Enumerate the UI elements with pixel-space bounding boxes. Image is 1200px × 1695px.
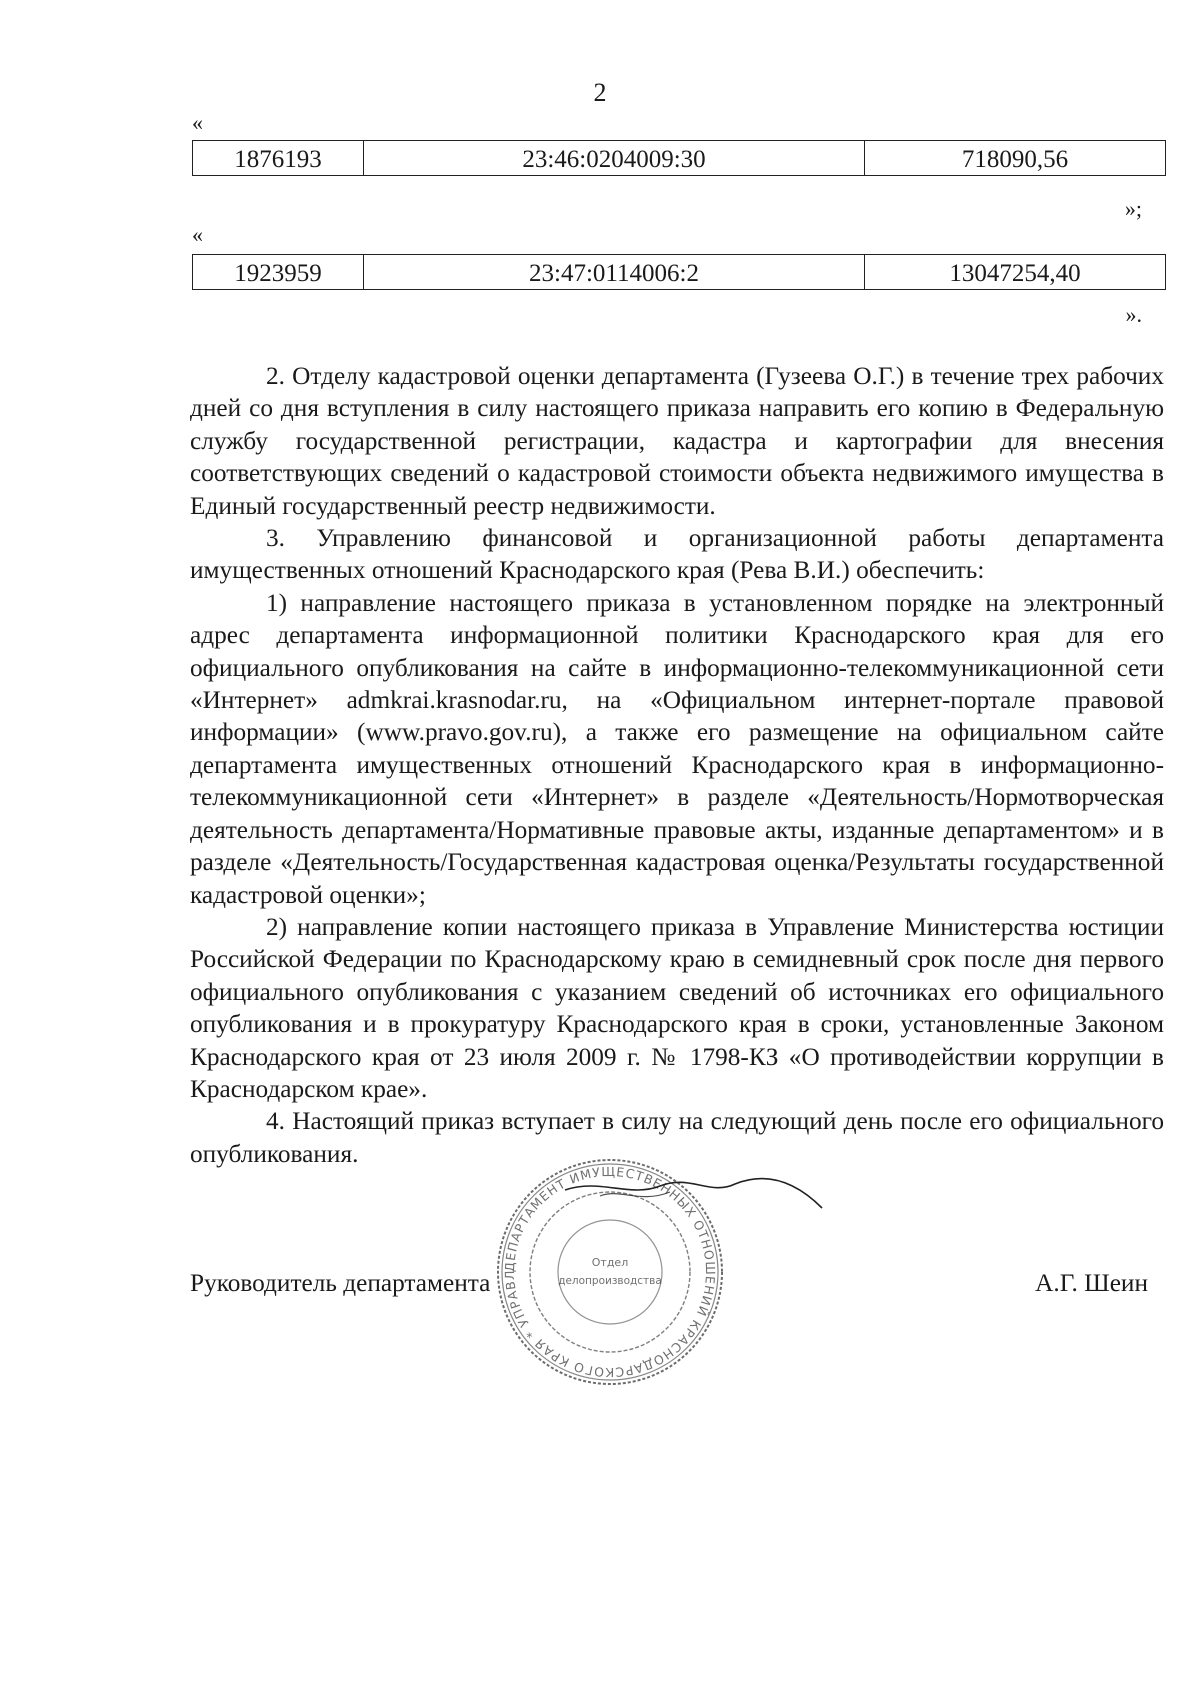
table-1-open-quote: « bbox=[192, 110, 203, 135]
paragraph-3-item-2: 2) направление копии настоящего приказа в Управление Министерства юстиции Российской Федерации по Краснодарскому краю в семидневный срок после дня первого официального опубликования с указанием сведений об источниках его официального опубликования и в прокуратуру Краснодарского края в сроки, установленные Законом Краснодарского края от 23 июля 2009 г. № 1798-КЗ «О противодействии коррупции в Краснодарском крае». bbox=[190, 912, 1164, 1103]
cadastral-table-1 bbox=[192, 140, 1166, 176]
table-cell-id: 1923959 bbox=[193, 255, 364, 290]
page-number: 2 bbox=[593, 78, 607, 107]
table-row bbox=[193, 255, 1166, 290]
stamp-ring-text: ДЕПАРТАМЕНТ ИМУЩЕСТВЕННЫХ ОТНОШЕНИЙ КРАСНОДАРСКОГО КРАЯ * УПРАВЛ bbox=[501, 1163, 719, 1381]
table-2-close-quote: ». bbox=[1125, 302, 1142, 327]
table-cell-cadastral-value: 718090,56 bbox=[865, 141, 1166, 176]
handwritten-signature bbox=[560, 1168, 830, 1228]
table-cell-id: 1876193 bbox=[193, 141, 364, 176]
stamp-center-line-2: делопроизводства bbox=[558, 1275, 662, 1287]
stamp-center-line-1: Отдел bbox=[591, 1256, 629, 1269]
paragraph-4: 4. Настоящий приказ вступает в силу на следующий день после его официального опубликования. bbox=[190, 1107, 1164, 1168]
table-cell-cadastral-number: 23:46:0204009:30 bbox=[364, 141, 865, 176]
paragraph-3: 3. Управлению финансовой и организационной работы департамента имущественных отношений Краснодарского края (Рева В.И.) обеспечить: bbox=[190, 524, 1164, 585]
table-2-open-quote: « bbox=[192, 222, 203, 247]
signatory-name: А.Г. Шеин bbox=[1035, 1269, 1148, 1297]
table-1-close-quote: »; bbox=[1124, 196, 1142, 221]
table-cell-cadastral-number: 23:47:0114006:2 bbox=[364, 255, 865, 290]
table-cell-cadastral-value: 13047254,40 bbox=[865, 255, 1166, 290]
paragraph-3-item-1: 1) направление настоящего приказа в установленном порядке на электронный адрес департамента информационной политики Краснодарского края для его официального опубликования на сайте в информационно-телекоммуникационной сети «Интернет» admkrai.krasnodar.ru, на «Официальном интернет-портале правовой информации» (www.pravo.gov.ru), а также его размещение на официальном сайте департамента имущественных отношений Краснодарского края в информационно-телекоммуникационной сети «Интернет» в разделе «Деятельность/Нормотворческая деятельность департамента/Нормативные правовые акты, изданные департаментом» и в разделе «Деятельность/Государственная кадастровая оценка/Результаты государственной кадастровой оценки»; bbox=[190, 588, 1164, 909]
document-body bbox=[190, 360, 1164, 1170]
cadastral-table-2 bbox=[192, 254, 1166, 290]
paragraph-2: 2. Отделу кадастровой оценки департамента (Гузеева О.Г.) в течение трех рабочих дней со дня вступления в силу настоящего приказа направить его копию в Федеральную службу государственной регистрации, кадастра и картографии для внесения соответствующих сведений о кадастровой стоимости объекта недвижимого имущества в Единый государственный реестр недвижимости. bbox=[190, 362, 1164, 520]
signatory-title: Руководитель департамента bbox=[190, 1269, 491, 1297]
table-row bbox=[193, 141, 1166, 176]
